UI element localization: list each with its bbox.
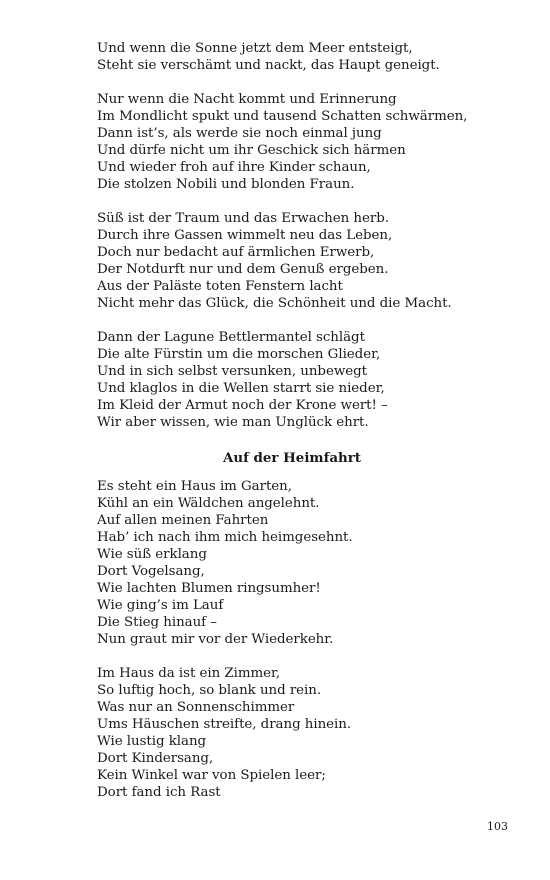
stanza — [97, 40, 497, 74]
verse-line: Die Stieg hinauf – — [97, 615, 217, 630]
verse-line: Nun graut mir vor der Wiederkehr. — [97, 632, 334, 647]
verse-line: Dort fand ich Rast — [97, 785, 221, 800]
verse-line: Dort Vogelsang, — [97, 564, 205, 579]
verse-line: Was nur an Sonnenschimmer — [97, 700, 295, 715]
verse-line: Kein Winkel war von Spielen leer; — [97, 768, 326, 783]
verse-line: Aus der Paläste toten Fenstern lacht — [97, 279, 343, 294]
verse-line: Und in sich selbst versunken, unbewegt — [97, 364, 367, 379]
verse-line: Wir aber wissen, wie man Unglück ehrt. — [97, 415, 369, 430]
book-page — [97, 40, 497, 818]
verse-line: Ums Häuschen streifte, drang hinein. — [97, 717, 352, 732]
verse-line: Wie süß erklang — [97, 547, 207, 562]
verse-line: Wie lustig klang — [97, 734, 207, 749]
stanza — [97, 210, 497, 312]
verse-line: Nicht mehr das Glück, die Schönheit und die Macht. — [97, 296, 452, 311]
verse-line: Dann ist’s, als werde sie noch einmal jung — [97, 126, 382, 141]
verse-line: Durch ihre Gassen wimmelt neu das Leben, — [97, 228, 393, 243]
verse-line: Die alte Fürstin um die morschen Glieder, — [97, 347, 381, 362]
verse-line: Steht sie verschämt und nackt, das Haupt geneigt. — [97, 58, 440, 73]
verse-line: Doch nur bedacht auf ärmlichen Erwerb, — [97, 245, 375, 260]
poem-title: Auf der Heimfahrt — [223, 450, 361, 466]
stanza — [97, 329, 497, 431]
verse-line: Hab’ ich nach ihm mich heimgesehnt. — [97, 530, 353, 545]
verse-line: Wie ging’s im Lauf — [97, 598, 224, 613]
verse-line: Im Haus da ist ein Zimmer, — [97, 666, 281, 681]
verse-line: Auf allen meinen Fahrten — [97, 513, 269, 528]
verse-line: Die stolzen Nobili und blonden Fraun. — [97, 177, 355, 192]
verse-line: Im Kleid der Armut noch der Krone wert! – — [97, 398, 388, 413]
stanza — [97, 665, 497, 801]
verse-line: Dort Kindersang, — [97, 751, 214, 766]
verse-line: Im Mondlicht spukt und tausend Schatten schwärmen, — [97, 109, 468, 124]
verse-line: Kühl an ein Wäldchen angelehnt. — [97, 496, 320, 511]
verse-line: Und wenn die Sonne jetzt dem Meer entsteigt, — [97, 41, 413, 56]
verse-line: Süß ist der Traum und das Erwachen herb. — [97, 211, 389, 226]
verse-line: Und klaglos in die Wellen starrt sie nieder, — [97, 381, 385, 396]
page-number: 103 — [487, 820, 508, 833]
verse-line: Es steht ein Haus im Garten, — [97, 479, 292, 494]
verse-line: Und dürfe nicht um ihr Geschick sich härmen — [97, 143, 406, 158]
verse-line: Dann der Lagune Bettlermantel schlägt — [97, 330, 365, 345]
verse-line: Der Notdurft nur und dem Genuß ergeben. — [97, 262, 389, 277]
poem-venice — [97, 40, 497, 431]
stanza — [97, 91, 497, 193]
poem-auf-der-heimfahrt — [97, 478, 497, 801]
verse-line: Und wieder froh auf ihre Kinder schaun, — [97, 160, 371, 175]
verse-line: So luftig hoch, so blank und rein. — [97, 683, 322, 698]
stanza — [97, 478, 497, 648]
verse-line: Nur wenn die Nacht kommt und Erinnerung — [97, 92, 397, 107]
verse-line: Wie lachten Blumen ringsumher! — [97, 581, 321, 596]
